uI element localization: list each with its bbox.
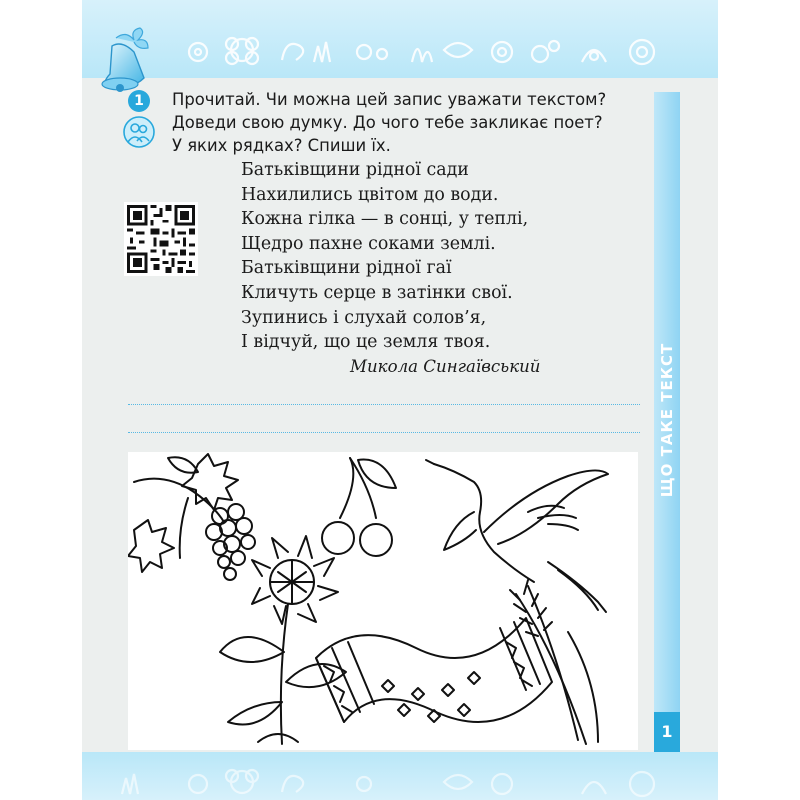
poem-text	[241, 158, 528, 355]
exercise-instruction	[172, 88, 642, 157]
section-title-text: ЩО ТАКЕ ТЕКСТ	[658, 342, 677, 498]
poem-author: Микола Сингаївський	[350, 357, 541, 376]
poem-line: Батьківщини рідної гаї	[241, 258, 452, 279]
instruction-line: Прочитай. Чи можна цей запис уважати текстом?	[172, 90, 607, 109]
coloring-illustration	[128, 452, 638, 750]
exercise-number-badge: 1	[128, 90, 150, 112]
pair-work-icon	[122, 115, 156, 149]
poem-line: Кличуть серце в затінки свої.	[241, 282, 513, 303]
poem-line: Кожна гілка — в сонці, у теплі,	[241, 209, 529, 230]
poem-line: Батьківщини рідної сади	[241, 160, 469, 180]
instruction-line: У яких рядках? Спиши їх.	[172, 136, 391, 155]
writing-line[interactable]	[128, 432, 640, 433]
poem-line: Щедро пахне соками землі.	[241, 233, 496, 254]
ornament-row-icon	[82, 14, 718, 74]
instruction-line: Доведи свою думку. До чого тебе закликає поет?	[172, 113, 603, 132]
writing-line[interactable]	[128, 404, 640, 405]
section-title-vertical	[654, 290, 680, 550]
qr-code-icon[interactable]	[124, 202, 198, 276]
page-number: 1	[654, 712, 680, 752]
poem-line: Зупинись і слухай солов’я,	[241, 307, 487, 328]
bell-icon	[86, 22, 162, 98]
poem-line: І відчуй, що це земля твоя.	[241, 332, 491, 353]
poem-line: Нахилились цвітом до води.	[241, 184, 499, 205]
ornament-row-bottom-icon	[82, 746, 718, 800]
